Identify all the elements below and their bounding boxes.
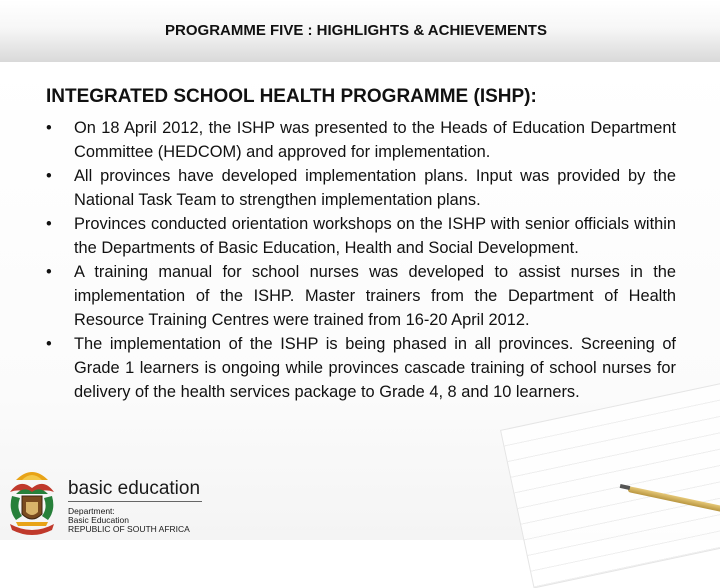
- logo-department-label: Department:: [68, 506, 115, 516]
- logo-name: basic education: [68, 478, 201, 499]
- slide-title: PROGRAMME FIVE : HIGHLIGHTS & ACHIEVEMENTS: [165, 22, 547, 39]
- bullet-item: [46, 260, 676, 332]
- bullet-marker: •: [46, 263, 52, 281]
- bullet-marker: •: [46, 167, 52, 185]
- logo-department-name: Basic Education: [68, 515, 129, 525]
- bullet-text: The implementation of the ISHP is being phased in all provinces. Screening of Grade 1 learners is ongoing while provinces cascade training of school nurses for delivery of the health services package to Grade 4, 8 and 10 learners.: [74, 335, 676, 401]
- logo-country: REPUBLIC OF SOUTH AFRICA: [68, 524, 190, 534]
- bullet-text: Provinces conducted orientation workshops on the ISHP with senior officials within the Departments of Basic Education, Health and Social Development.: [74, 215, 676, 257]
- logo-divider: [68, 501, 202, 502]
- coat-of-arms-icon: [2, 466, 62, 538]
- bullet-item: [46, 164, 676, 212]
- bullet-text: On 18 April 2012, the ISHP was presented to the Heads of Education Department Committee (HEDCOM) and approved for implementation.: [74, 119, 676, 161]
- bullet-item: [46, 212, 676, 260]
- section-heading: INTEGRATED SCHOOL HEALTH PROGRAMME (ISHP):: [46, 86, 537, 107]
- bullet-item: [46, 116, 676, 164]
- bullet-text: A training manual for school nurses was developed to assist nurses in the implementation of the ISHP. Master trainers from the Department of Health Resource Training Centres were trained from 16-20 April 2012.: [74, 263, 676, 329]
- bullet-text: All provinces have developed implementation plans. Input was provided by the National Task Team to strengthen implementation plans.: [74, 167, 676, 209]
- bullet-marker: •: [46, 215, 52, 233]
- bullet-item: [46, 332, 676, 404]
- department-logo: [0, 462, 210, 540]
- bullet-list: [46, 116, 676, 404]
- bullet-marker: •: [46, 335, 52, 353]
- bullet-marker: •: [46, 119, 52, 137]
